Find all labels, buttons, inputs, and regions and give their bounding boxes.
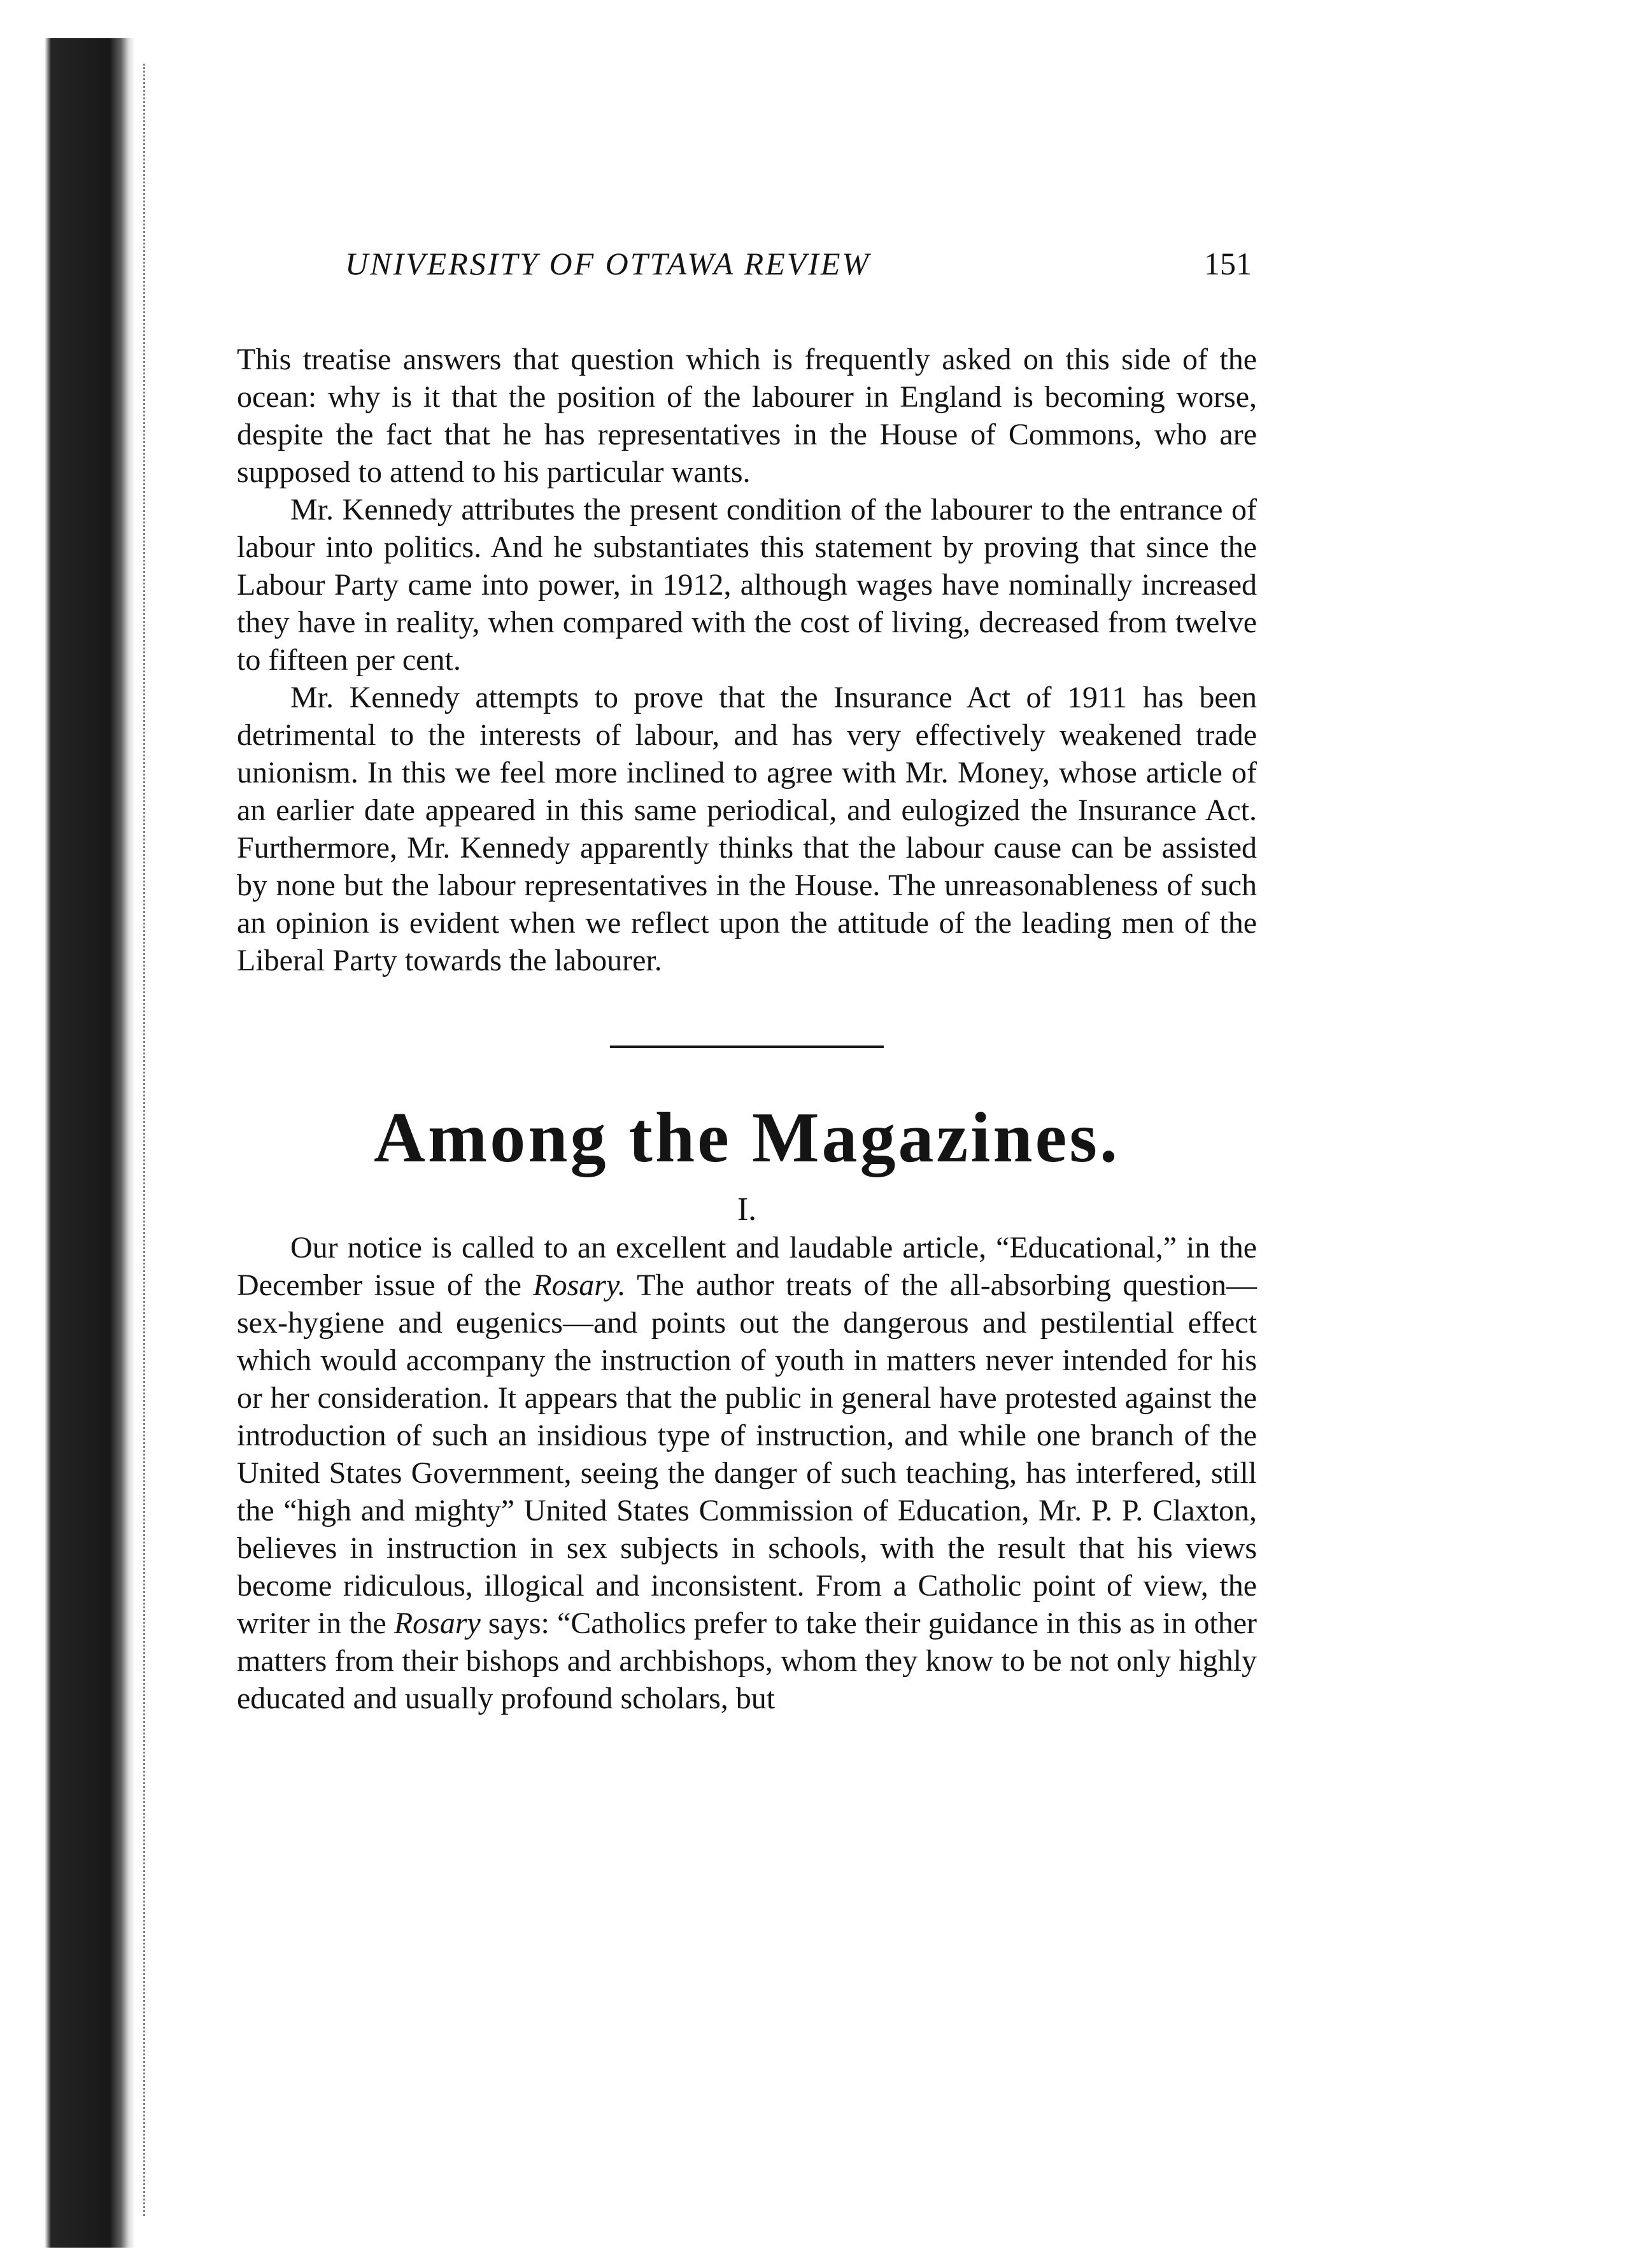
review-section [237, 341, 1257, 979]
journal-page [237, 245, 1257, 1717]
review-paragraph-1: This treatise answers that question which is frequently asked on this side of the ocean: why is it that the position of the labourer in England is becoming worse, despite the fact that he has representatives in the House of Commons, who are supposed to attend to his particular wants. [237, 343, 1257, 489]
publication-title: Rosary. [533, 1268, 626, 1302]
section-numeral: I. [737, 1191, 757, 1228]
page-number: 151 [1204, 246, 1252, 281]
publication-title: Rosary [393, 1606, 481, 1640]
review-paragraph-2: Mr. Kennedy attributes the present condition of the labourer to the entrance of labour into politics. And he substantiates this statement by proving that since the Labour Party came into power, in 1912, although wages have nominally increased they have in reality, when compared with the cost of living, decreased from twelve to fifteen per cent. [237, 493, 1257, 677]
review-paragraph-3: Mr. Kennedy attempts to prove that the Insurance Act of 1911 has been detrimental to the interests of labour, and has very effectively weakened trade unionism. In this we feel more inclined to agree with Mr. Money, whose article of an earlier date appeared in this same periodical, and eulogized the Insurance Act. Furthermore, Mr. Kennedy apparently thinks that the labour cause can be assisted by none but the labour representatives in the House. The unreasonableness of such an opinion is evident when we reflect upon the attitude of the leading men of the Liberal Party towards the labourer. [237, 681, 1257, 977]
section-heading: Among the Magazines. [374, 1098, 1120, 1177]
scanned-binding-edge [39, 38, 135, 2248]
journal-title: UNIVERSITY OF OTTAWA REVIEW [345, 246, 871, 281]
section-divider [610, 1045, 884, 1048]
magazines-paragraph [237, 1229, 1257, 1717]
running-head [237, 245, 1257, 290]
paragraph-text-end: says: “Catholics prefer to take their guidance in this as in other matters from their bishops and archbishops, whom they know to be not only highly educated and usually profound scholars, but [237, 1606, 1257, 1715]
paragraph-text-start: Our notice is called to an excellent and laudable article, “Educational,” in the December issue of the [237, 1231, 1257, 1302]
paragraph-text-middle: The author treats of the all-absorbing question—sex-hygiene and eugenics—and points out the dangerous and pestilential effect which would accompany the instruction of youth in matters never intended for his or her consideration. It appears that the public in general have protested against the introduction of such an insidious type of instruction, and while one branch of the United States Government, seeing the danger of such teaching, has interfered, still the “high and mighty” United States Commission of Education, Mr. P. P. Claxton, believes in instruction in sex subjects in schools, with the result that his views become ridiculous, illogical and inconsistent. From a Catholic point of view, the writer in the [237, 1268, 1257, 1640]
